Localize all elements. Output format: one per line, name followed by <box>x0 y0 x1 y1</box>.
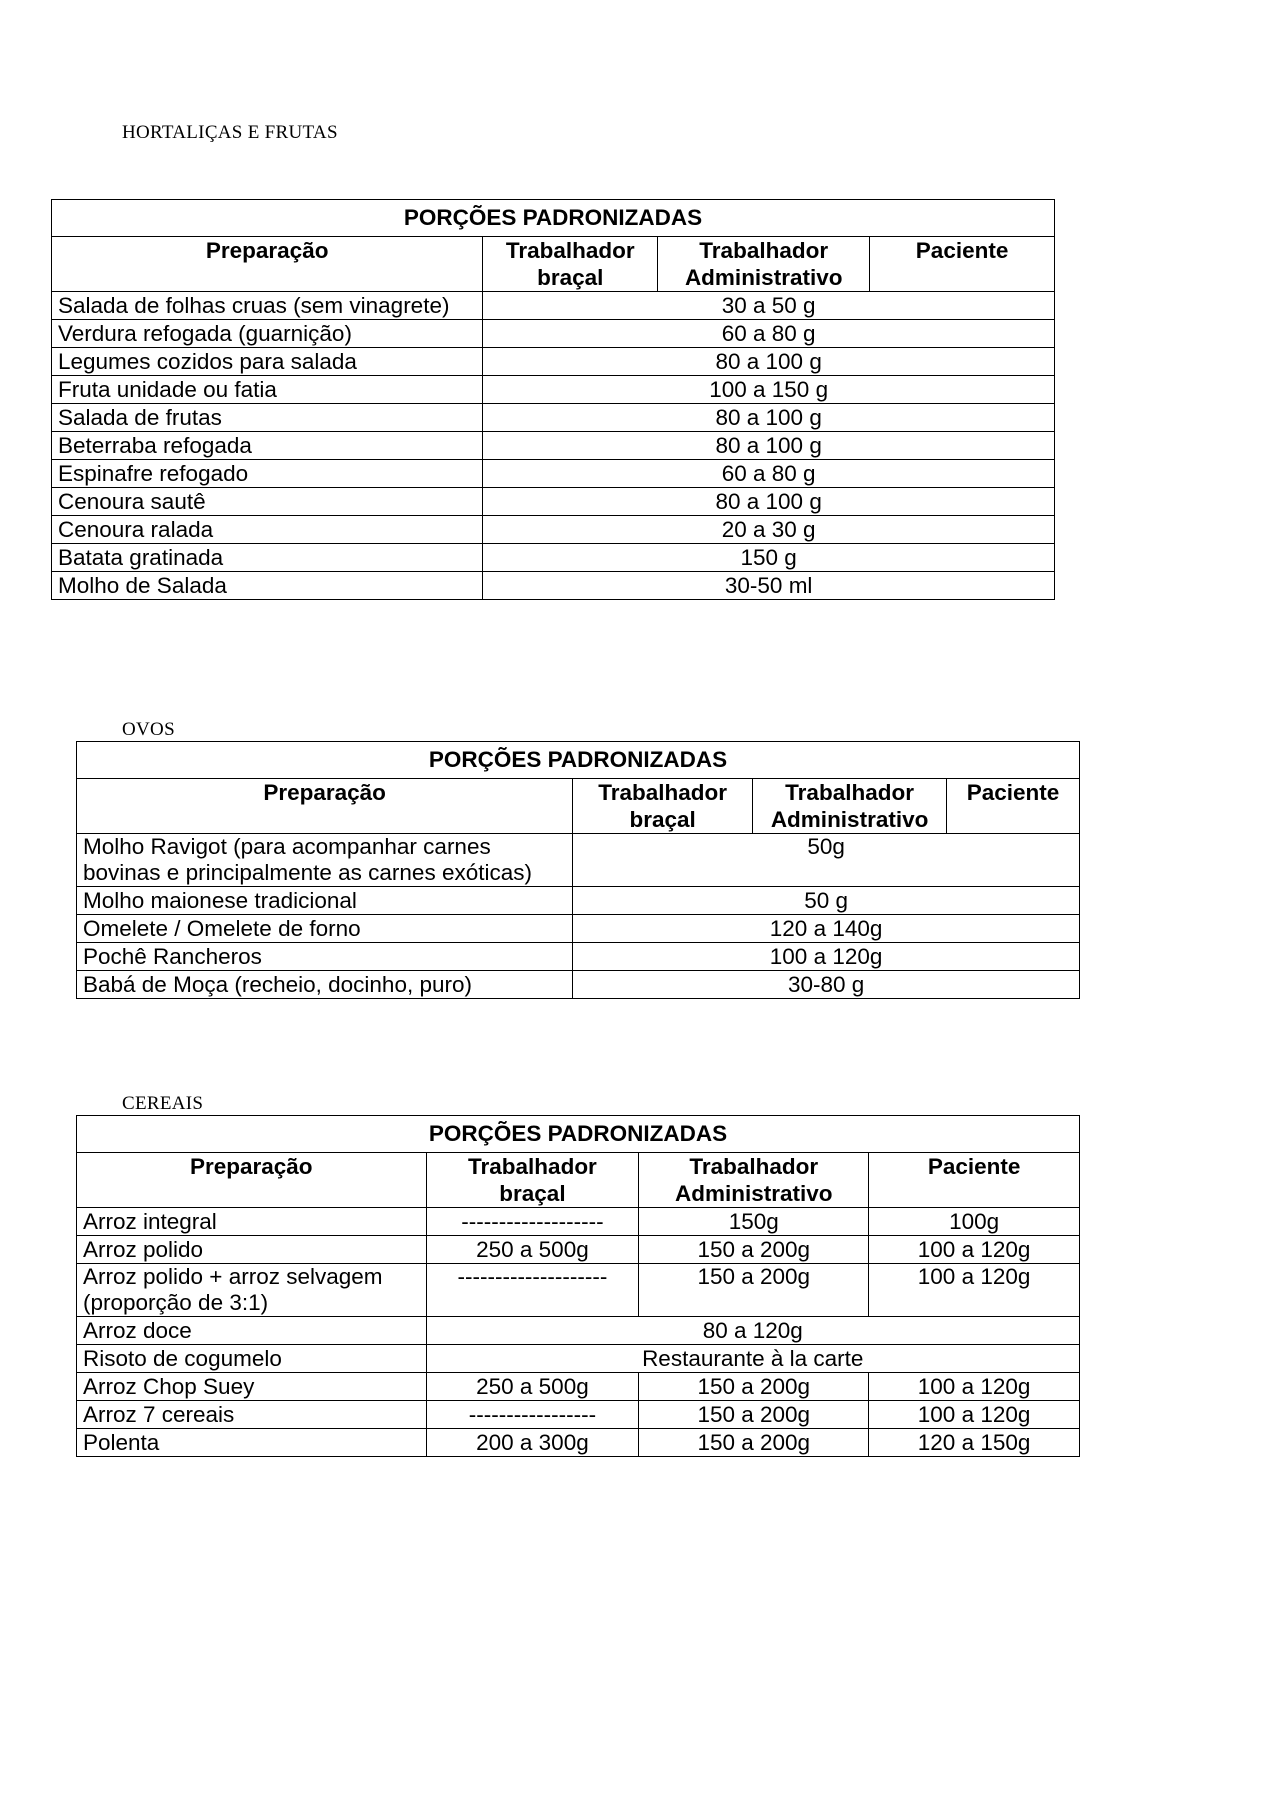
table-title: PORÇÕES PADRONIZADAS <box>77 1116 1080 1153</box>
portion-cell: 120 a 140g <box>573 915 1080 943</box>
portions-table-cereais <box>76 1115 1080 1457</box>
bracal-cell: ------------------- <box>426 1208 639 1236</box>
table-row <box>52 348 1055 376</box>
column-header-paciente: Paciente <box>869 1153 1080 1208</box>
portion-cell: 50g <box>573 834 1080 887</box>
preparation-cell: Arroz doce <box>77 1317 427 1345</box>
column-header-trabalhador-administrativo: Trabalhador Administrativo <box>658 237 870 292</box>
portion-cell: 100 a 150 g <box>483 376 1055 404</box>
portion-cell: 80 a 100 g <box>483 488 1055 516</box>
table-row <box>77 915 1080 943</box>
table-row <box>77 834 1080 887</box>
admin-cell: 150 a 200g <box>639 1429 869 1457</box>
bracal-cell: -------------------- <box>426 1264 639 1317</box>
column-header-paciente: Paciente <box>947 779 1080 834</box>
preparation-cell: Molho maionese tradicional <box>77 887 573 915</box>
preparation-cell: Pochê Rancheros <box>77 943 573 971</box>
table-title: PORÇÕES PADRONIZADAS <box>77 742 1080 779</box>
portion-cell: 80 a 100 g <box>483 404 1055 432</box>
portion-cell: Restaurante à la carte <box>426 1345 1079 1373</box>
table-row <box>77 1236 1080 1264</box>
portion-cell: 150 g <box>483 544 1055 572</box>
bracal-cell: ----------------- <box>426 1401 639 1429</box>
admin-cell: 150 a 200g <box>639 1264 869 1317</box>
table-row <box>77 887 1080 915</box>
table-row <box>52 404 1055 432</box>
paciente-cell: 100g <box>869 1208 1080 1236</box>
preparation-cell: Salada de folhas cruas (sem vinagrete) <box>52 292 483 320</box>
admin-cell: 150 a 200g <box>639 1401 869 1429</box>
table-row <box>77 1345 1080 1373</box>
portion-cell: 100 a 120g <box>573 943 1080 971</box>
table-row <box>52 488 1055 516</box>
paciente-cell: 100 a 120g <box>869 1373 1080 1401</box>
preparation-cell: Cenoura sautê <box>52 488 483 516</box>
preparation-cell: Verdura refogada (guarnição) <box>52 320 483 348</box>
column-header-preparacao: Preparação <box>52 237 483 292</box>
portion-cell: 80 a 100 g <box>483 348 1055 376</box>
portion-cell: 30 a 50 g <box>483 292 1055 320</box>
preparation-cell: Molho Ravigot (para acompanhar carnes bovinas e principalmente as carnes exóticas) <box>77 834 573 887</box>
preparation-cell: Arroz Chop Suey <box>77 1373 427 1401</box>
portion-cell: 30-50 ml <box>483 572 1055 600</box>
column-header-preparacao: Preparação <box>77 779 573 834</box>
paciente-cell: 100 a 120g <box>869 1264 1080 1317</box>
bracal-cell: 250 a 500g <box>426 1373 639 1401</box>
table-row <box>52 516 1055 544</box>
portion-cell: 60 a 80 g <box>483 460 1055 488</box>
paciente-cell: 100 a 120g <box>869 1401 1080 1429</box>
paciente-cell: 100 a 120g <box>869 1236 1080 1264</box>
bracal-cell: 250 a 500g <box>426 1236 639 1264</box>
table-row <box>52 544 1055 572</box>
portion-cell: 80 a 120g <box>426 1317 1079 1345</box>
preparation-cell: Arroz 7 cereais <box>77 1401 427 1429</box>
section-heading-cereais: CEREAIS <box>122 1093 204 1114</box>
preparation-cell: Arroz integral <box>77 1208 427 1236</box>
table-row <box>52 460 1055 488</box>
portions-table-hortalicas <box>51 199 1055 600</box>
admin-cell: 150 a 200g <box>639 1236 869 1264</box>
table-row <box>52 432 1055 460</box>
table-row <box>52 376 1055 404</box>
bracal-cell: 200 a 300g <box>426 1429 639 1457</box>
table-row <box>52 320 1055 348</box>
preparation-cell: Babá de Moça (recheio, docinho, puro) <box>77 971 573 999</box>
preparation-cell: Legumes cozidos para salada <box>52 348 483 376</box>
admin-cell: 150g <box>639 1208 869 1236</box>
portion-cell: 80 a 100 g <box>483 432 1055 460</box>
portion-cell: 60 a 80 g <box>483 320 1055 348</box>
preparation-cell: Beterraba refogada <box>52 432 483 460</box>
table-row <box>52 292 1055 320</box>
table-row <box>52 572 1055 600</box>
table-row <box>77 1317 1080 1345</box>
preparation-cell: Molho de Salada <box>52 572 483 600</box>
table-row <box>77 1208 1080 1236</box>
preparation-cell: Arroz polido + arroz selvagem (proporção de 3:1) <box>77 1264 427 1317</box>
table-row <box>77 971 1080 999</box>
paciente-cell: 120 a 150g <box>869 1429 1080 1457</box>
preparation-cell: Omelete / Omelete de forno <box>77 915 573 943</box>
column-header-preparacao: Preparação <box>77 1153 427 1208</box>
table-row <box>77 1373 1080 1401</box>
section-heading-ovos: OVOS <box>122 719 175 740</box>
preparation-cell: Polenta <box>77 1429 427 1457</box>
portion-cell: 50 g <box>573 887 1080 915</box>
preparation-cell: Espinafre refogado <box>52 460 483 488</box>
portion-cell: 20 a 30 g <box>483 516 1055 544</box>
table-row <box>77 943 1080 971</box>
table-row <box>77 1401 1080 1429</box>
preparation-cell: Risoto de cogumelo <box>77 1345 427 1373</box>
column-header-trabalhador-administrativo: Trabalhador Administrativo <box>639 1153 869 1208</box>
admin-cell: 150 a 200g <box>639 1373 869 1401</box>
column-header-trabalhador-bracal: Trabalhador braçal <box>573 779 753 834</box>
section-heading-hortalicas: HORTALIÇAS E FRUTAS <box>122 122 338 143</box>
preparation-cell: Cenoura ralada <box>52 516 483 544</box>
column-header-paciente: Paciente <box>870 237 1055 292</box>
portion-cell: 30-80 g <box>573 971 1080 999</box>
preparation-cell: Salada de frutas <box>52 404 483 432</box>
preparation-cell: Batata gratinada <box>52 544 483 572</box>
table-row <box>77 1429 1080 1457</box>
column-header-trabalhador-administrativo: Trabalhador Administrativo <box>753 779 947 834</box>
table-title: PORÇÕES PADRONIZADAS <box>52 200 1055 237</box>
preparation-cell: Fruta unidade ou fatia <box>52 376 483 404</box>
column-header-trabalhador-bracal: Trabalhador braçal <box>483 237 658 292</box>
column-header-trabalhador-bracal: Trabalhador braçal <box>426 1153 639 1208</box>
preparation-cell: Arroz polido <box>77 1236 427 1264</box>
table-row <box>77 1264 1080 1317</box>
portions-table-ovos <box>76 741 1080 999</box>
